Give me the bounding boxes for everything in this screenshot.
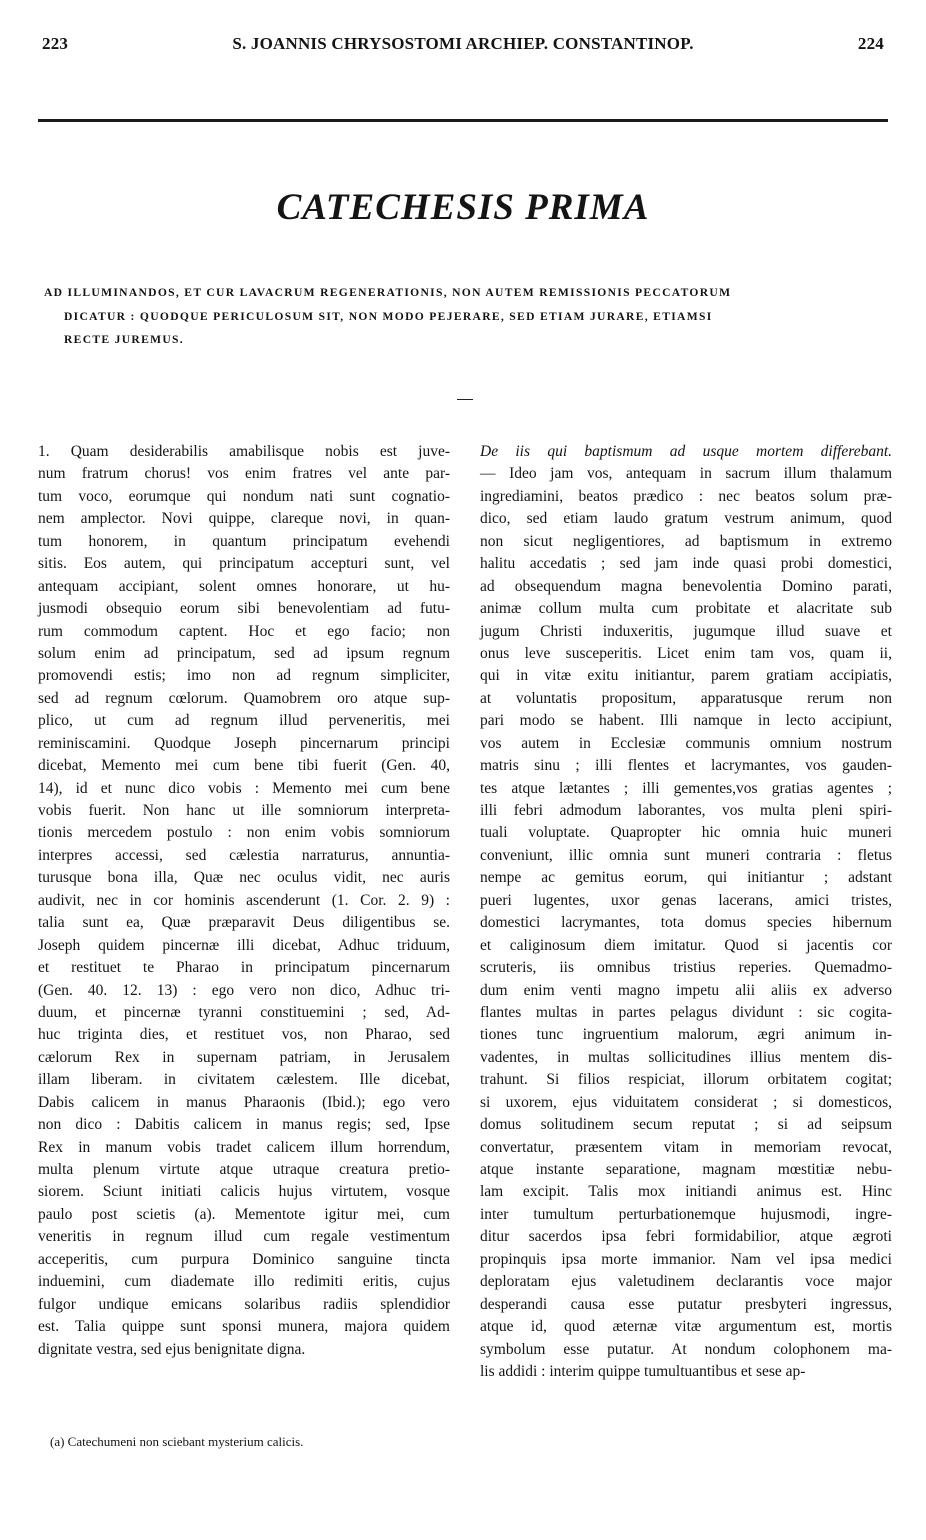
text-line: atque id, quod æternæ vitæ argumentum est, mortis	[480, 1318, 892, 1336]
text-line: et caliginosum diem imitatur. Quod si jacentis cor	[480, 936, 892, 954]
text-line: — Ideo jam vos, antequam in sacrum illum thalamum	[480, 465, 892, 483]
text-line: illam liberam. in civitatem cælestem. Ille dicebat,	[38, 1071, 450, 1089]
text-line: est. Talia quippe sunt sponsi munera, majora quidem	[38, 1318, 450, 1336]
text-line: conveniunt, illic omnia sunt muneri contraria : fletus	[480, 846, 892, 864]
text-line: vos autem in Ecclesiæ communis omnium nostrum	[480, 734, 892, 752]
text-line: tiones tunc ingruentium malorum, ægri animum in-	[480, 1026, 892, 1044]
text-line: Joseph quidem pincernæ illi dicebat, Adhuc triduum,	[38, 936, 450, 954]
text-line: dico, sed etiam laudo gratum vestrum animum, quod	[480, 510, 892, 528]
text-line: induemini, cum diademate illo redimiti eritis, cujus	[38, 1273, 450, 1291]
text-line: tum voco, eorumque qui nondum nati sunt cognatio-	[38, 487, 450, 505]
text-line: turusque bona illa, Quæ nec oculus vidit, nec auris	[38, 869, 450, 887]
text-line: desperandi causa esse putatur presbyteri ingressus,	[480, 1295, 892, 1313]
text-line: dum enim venti magno impetu alii aliis ex adverso	[480, 981, 892, 999]
text-line: qui in vitæ exitu initiantur, parem gratiam accipiatis,	[480, 667, 892, 685]
text-line: multa plenum virtute atque utraque creatura pretio-	[38, 1161, 450, 1178]
text-line: illi febri admodum laborantes, vos multa pleni spiri-	[480, 802, 892, 819]
text-line: pari modo se habent. Illi namque in lecto accipiunt,	[480, 712, 892, 730]
text-line: 14), id et nunc dico vobis : Memento mei cum bene	[38, 779, 450, 797]
right-column	[480, 441, 892, 1383]
page-number-left: 223	[42, 34, 69, 53]
text-line: huc triginta dies, et restituet vos, non Pharao, sed	[38, 1026, 450, 1044]
text-line: scruteris, iis omnibus tristius reperies. Quemadmo-	[480, 959, 892, 977]
text-line: interpres accessi, sed cælestia narraturus, annuntia-	[38, 846, 450, 864]
text-line: atque instante separatione, magnam mœstitiæ nebu-	[480, 1161, 892, 1178]
text-line: flantes multas in partes pelagus dividunt : sic cogita-	[480, 1003, 892, 1021]
text-line: tes atque lætantes ; illi gementes,vos gratias agentes ;	[480, 779, 892, 797]
text-line: antequam accipiant, solent omnes honorare, ut hu-	[38, 577, 450, 595]
text-line: jusmodi obsequio eorum sibi benevolentiam ad futu-	[38, 600, 450, 618]
text-line: dignitate vestra, sed ejus benignitate digna.	[38, 1340, 306, 1358]
text-line: non dico : Dabitis calicem in manus regis; sed, Ipse	[38, 1116, 450, 1134]
text-line: lam excipit. Talis mox initiandi animus est. Hinc	[480, 1183, 892, 1201]
text-line: halitu accedatis ; sed jam inde quasi probi domestici,	[480, 555, 892, 573]
text-line: et restituet te Pharao in principatum pincernarum	[38, 959, 450, 977]
subtitle	[44, 281, 890, 352]
text-line: ingrediamini, beatos prædico : nec beatos solum præ-	[480, 487, 892, 505]
text-line: Dabis calicem in manus Pharaonis (Ibid.); ego vero	[38, 1093, 450, 1111]
text-line: matris sinu ; illi flentes et lacrymantes, vos gauden-	[480, 757, 892, 775]
subtitle-line: AD ILLUMINANDOS, ET CUR LAVACRUM REGENERATIONIS, NON AUTEM REMISSIONIS PECCATORUM	[44, 286, 732, 299]
text-line: propinquis ipsa morte immanior. Nam vel ipsa medici	[480, 1250, 892, 1268]
text-line: acceperitis, cum purpura Dominico sanguine tincta	[38, 1250, 450, 1268]
text-line: veneritis in regnum illud cum regale vestimentum	[38, 1228, 450, 1246]
text-line: promovendi estis; imo non ad regnum simpliciter,	[38, 667, 450, 685]
text-line: symbolum esse putatur. At nondum colophonem ma-	[480, 1340, 892, 1358]
text-line: talia sunt ea, Quæ præparavit Deus diligentibus se.	[38, 914, 450, 932]
text-line: paulo post scietis (a). Mementote igitur mei, cum	[38, 1205, 450, 1223]
text-line: onus leve susceperitis. Licet enim tam vos, quam ii,	[480, 644, 892, 662]
text-line: audivit, nec in cor hominis ascenderunt (1. Cor. 2. 9) :	[38, 891, 450, 909]
left-column	[38, 441, 450, 1361]
text-line: lis addidi : interim quippe tumultuantibus et sese ap-	[480, 1362, 806, 1380]
text-line: fulgor undique emicans solaribus radiis splendidior	[38, 1295, 450, 1313]
section-divider	[457, 399, 473, 400]
text-line: animæ collum multa cum probitate et alacritate sub	[480, 600, 892, 618]
text-line: dicebat, Memento mei cum bene tibi fuerit (Gen. 40,	[38, 757, 450, 775]
text-line: jugum Christi induxeritis, jugumque illud suave et	[480, 622, 892, 640]
text-line: at voluntatis propositum, apparatusque rerum non	[480, 689, 892, 707]
text-line: deploratam ejus valetudinem declarantis voce major	[480, 1273, 892, 1291]
text-line: vadentes, in multas sollicitudines illius mentem dis-	[480, 1048, 892, 1066]
text-line: solum enim ad principatum, sed ad ipsum regnum	[38, 644, 450, 662]
text-line: plico, ut cum ad regnum illud perveneritis, mei	[38, 712, 450, 730]
text-line: si uxorem, ejus viduitatem considerat ; si domesticos,	[480, 1093, 892, 1111]
text-line: tum honorem, in quantum principatum evehendi	[38, 532, 450, 550]
text-line: domus solitudinem secum reputat ; si ad seipsum	[480, 1116, 892, 1134]
page-number-right: 224	[857, 34, 884, 53]
running-title: S. JOANNIS CHRYSOSTOMI ARCHIEP. CONSTANTINOP.	[232, 34, 694, 53]
text-line: siorem. Sciunt initiati calicis hujus virtutem, vosque	[38, 1183, 450, 1201]
text-line: nempe ac gemitus eorum, qui initiantur ; adstant	[480, 869, 892, 887]
text-line: reminiscamini. Quodque Joseph pincernarum principi	[38, 734, 450, 752]
subtitle-line: RECTE JUREMUS.	[64, 333, 184, 346]
text-line: num fratrum chorus! vos enim fratres vel ante par-	[38, 465, 450, 483]
text-line: De iis qui baptismum ad usque mortem differebant.	[480, 443, 892, 460]
main-title: CATECHESIS PRIMA	[276, 187, 650, 228]
text-line: domestici lacrymantes, tota domus species hibernum	[480, 914, 892, 932]
text-line: convertatur, præsentem vitam in memoriam revocat,	[480, 1138, 892, 1156]
text-line: 1. Quam desiderabilis amabilisque nobis est juve-	[38, 443, 450, 460]
text-line: trahunt. Si filios respiciat, illorum orbitatem cogitat;	[480, 1071, 892, 1089]
header-rule	[38, 119, 888, 122]
text-line: nem amplector. Novi quippe, clareque novi, in quan-	[38, 510, 450, 528]
text-line: sed ad regnum cœlorum. Quamobrem oro atque sup-	[38, 689, 450, 707]
footnote: (a) Catechumeni non sciebant mysterium calicis.	[50, 1434, 304, 1449]
text-line: non sicut negligentiores, ad baptismum in extremo	[480, 532, 892, 550]
text-line: vobis fuerit. Non hanc ut ille somniorum interpreta-	[38, 802, 450, 819]
text-line: duum, et pincernæ tyranni constituemini ; sed, Ad-	[38, 1003, 450, 1021]
running-head	[36, 34, 890, 58]
text-line: pueri lugentes, uxor genas lacerans, amici tristes,	[480, 891, 892, 909]
text-line: tionis mercedem postulo : non enim vobis somniorum	[38, 824, 450, 842]
text-line: ditur sacerdos ipsa febri formidabilior, atque ægroti	[480, 1228, 892, 1246]
text-line: cælorum Rex in supernam patriam, in Jerusalem	[38, 1048, 450, 1066]
text-line: rum commodum captent. Hoc et ego facio; non	[38, 622, 450, 640]
text-line: inter tumultum perturbationemque hujusmodi, ingre-	[480, 1205, 892, 1223]
subtitle-line: DICATUR : QUODQUE PERICULOSUM SIT, NON MODO PEJERARE, SED ETIAM JURARE, ETIAMSI	[64, 309, 713, 323]
text-line: Rex in manum vobis tradet calicem illum horrendum,	[38, 1138, 450, 1156]
text-line: sitis. Eos autem, qui principatum accepturi sunt, vel	[38, 555, 450, 573]
text-line: ad obsequendum magna benevolentia Domino parati,	[480, 577, 892, 595]
text-line: (Gen. 40. 12. 13) : ego vero non dico, Adhuc tri-	[38, 981, 450, 999]
text-line: tuali voluptate. Quapropter hic omnia huic muneri	[480, 824, 892, 842]
